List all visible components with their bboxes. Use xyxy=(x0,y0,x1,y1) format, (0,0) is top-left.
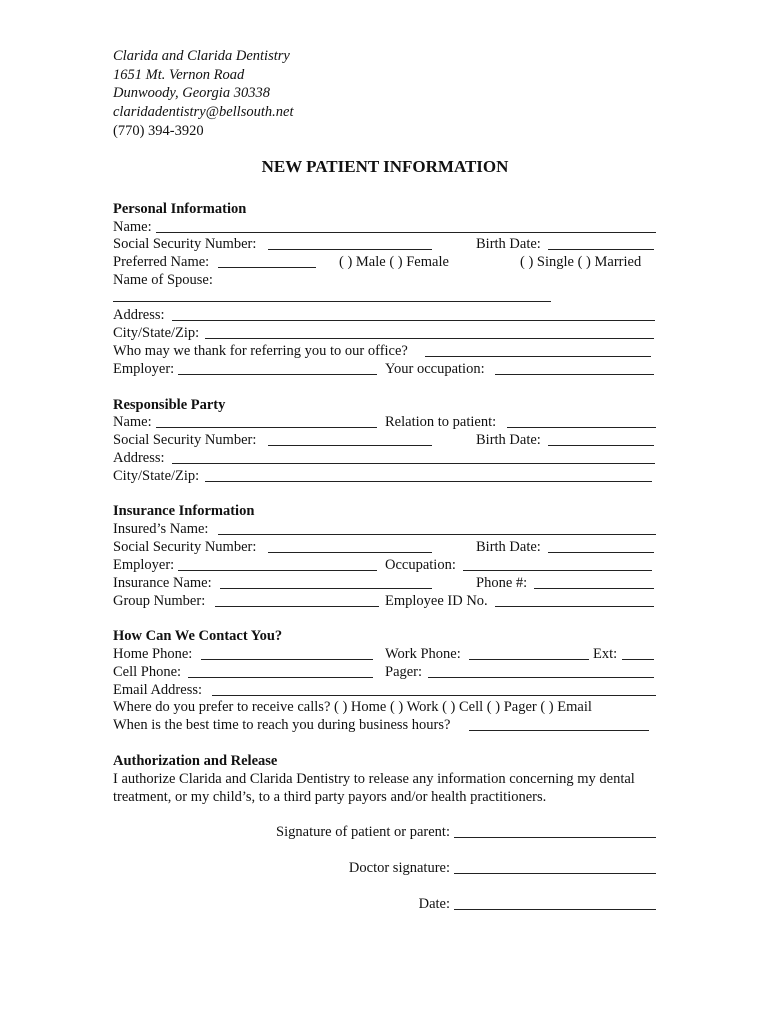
insurance-phone-label: Phone #: xyxy=(476,575,528,591)
insurance-occupation-field[interactable] xyxy=(463,570,652,571)
home-phone-label: Home Phone: xyxy=(113,646,193,662)
personal-birth-field[interactable] xyxy=(548,249,654,250)
insurance-occupation-label: Occupation: xyxy=(385,557,456,573)
personal-occupation-label: Your occupation: xyxy=(385,361,485,377)
email-field[interactable] xyxy=(212,695,656,696)
preferred-name-label: Preferred Name: xyxy=(113,254,210,270)
personal-birth-label: Birth Date: xyxy=(476,236,541,252)
relation-label: Relation to patient: xyxy=(385,414,497,430)
practice-name: Clarida and Clarida Dentistry xyxy=(113,48,290,64)
work-phone-label: Work Phone: xyxy=(385,646,461,662)
insurance-heading: Insurance Information xyxy=(113,503,255,519)
date-label: Date: xyxy=(418,896,450,912)
personal-employer-label: Employer: xyxy=(113,361,175,377)
ext-label: Ext: xyxy=(593,646,618,662)
group-number-label: Group Number: xyxy=(113,593,206,609)
personal-occupation-field[interactable] xyxy=(495,374,654,375)
responsible-birth-field[interactable] xyxy=(548,445,654,446)
authorization-text-1: I authorize Clarida and Clarida Dentistry to release any information concerning my dental xyxy=(113,771,635,787)
insurance-name-label: Insurance Name: xyxy=(113,575,212,591)
responsible-city-label: City/State/Zip: xyxy=(113,468,200,484)
spouse-field[interactable] xyxy=(113,301,551,302)
practice-phone: (770) 394-3920 xyxy=(113,123,204,139)
personal-city-field[interactable] xyxy=(205,338,654,339)
referral-field[interactable] xyxy=(425,356,651,357)
insurance-ssn-label: Social Security Number: xyxy=(113,539,257,555)
responsible-name-label: Name: xyxy=(113,414,152,430)
insured-name-label: Insured’s Name: xyxy=(113,521,209,537)
spouse-label: Name of Spouse: xyxy=(113,272,213,288)
practice-street: 1651 Mt. Vernon Road xyxy=(113,67,245,83)
personal-address-label: Address: xyxy=(113,307,165,323)
insurance-phone-field[interactable] xyxy=(534,588,654,589)
page-title: NEW PATIENT INFORMATION xyxy=(261,157,509,176)
group-number-field[interactable] xyxy=(215,606,379,607)
insurance-birth-label: Birth Date: xyxy=(476,539,541,555)
personal-city-label: City/State/Zip: xyxy=(113,325,200,341)
insured-name-field[interactable] xyxy=(218,534,656,535)
responsible-name-field[interactable] xyxy=(156,427,377,428)
relation-field[interactable] xyxy=(507,427,656,428)
personal-address-field[interactable] xyxy=(172,320,655,321)
email-label: Email Address: xyxy=(113,682,203,698)
responsible-ssn-field[interactable] xyxy=(268,445,432,446)
insurance-employer-label: Employer: xyxy=(113,557,175,573)
practice-city: Dunwoody, Georgia 30338 xyxy=(113,85,270,101)
signature-patient-field[interactable] xyxy=(454,837,656,838)
personal-name-label: Name: xyxy=(113,219,152,235)
practice-email: claridadentistry@bellsouth.net xyxy=(113,104,294,120)
signature-patient-label: Signature of patient or parent: xyxy=(276,824,450,840)
responsible-address-label: Address: xyxy=(113,450,165,466)
personal-heading: Personal Information xyxy=(113,201,247,217)
gender-options[interactable]: ( ) Male ( ) Female xyxy=(339,254,449,270)
home-phone-field[interactable] xyxy=(201,659,373,660)
pager-label: Pager: xyxy=(385,664,423,680)
ext-field[interactable] xyxy=(622,659,654,660)
responsible-city-field[interactable] xyxy=(205,481,652,482)
insurance-ssn-field[interactable] xyxy=(268,552,432,553)
cell-phone-field[interactable] xyxy=(188,677,373,678)
responsible-birth-label: Birth Date: xyxy=(476,432,541,448)
responsible-heading: Responsible Party xyxy=(113,397,226,413)
marital-options[interactable]: ( ) Single ( ) Married xyxy=(520,254,642,270)
personal-ssn-label: Social Security Number: xyxy=(113,236,257,252)
responsible-address-field[interactable] xyxy=(172,463,655,464)
insurance-name-field[interactable] xyxy=(220,588,432,589)
work-phone-field[interactable] xyxy=(469,659,589,660)
insurance-employer-field[interactable] xyxy=(178,570,377,571)
authorization-heading: Authorization and Release xyxy=(113,753,278,769)
employee-id-field[interactable] xyxy=(495,606,654,607)
personal-name-field[interactable] xyxy=(156,232,656,233)
personal-employer-field[interactable] xyxy=(178,374,377,375)
employee-id-label: Employee ID No. xyxy=(385,593,488,609)
best-time-label: When is the best time to reach you during business hours? xyxy=(113,717,451,733)
best-time-field[interactable] xyxy=(469,730,649,731)
signature-doctor-label: Doctor signature: xyxy=(348,860,450,876)
pager-field[interactable] xyxy=(428,677,654,678)
signature-doctor-field[interactable] xyxy=(454,873,656,874)
personal-ssn-field[interactable] xyxy=(268,249,432,250)
contact-heading: How Can We Contact You? xyxy=(113,628,283,644)
authorization-text-2: treatment, or my child’s, to a third party payors and/or health practitioners. xyxy=(113,789,547,805)
responsible-ssn-label: Social Security Number: xyxy=(113,432,257,448)
cell-phone-label: Cell Phone: xyxy=(113,664,182,680)
preferred-name-field[interactable] xyxy=(218,267,316,268)
date-field[interactable] xyxy=(454,909,656,910)
referral-label: Who may we thank for referring you to our office? xyxy=(113,343,408,359)
prefer-calls-options[interactable]: Where do you prefer to receive calls? ( ) Home ( ) Work ( ) Cell ( ) Pager ( ) Email xyxy=(113,699,592,715)
insurance-birth-field[interactable] xyxy=(548,552,654,553)
